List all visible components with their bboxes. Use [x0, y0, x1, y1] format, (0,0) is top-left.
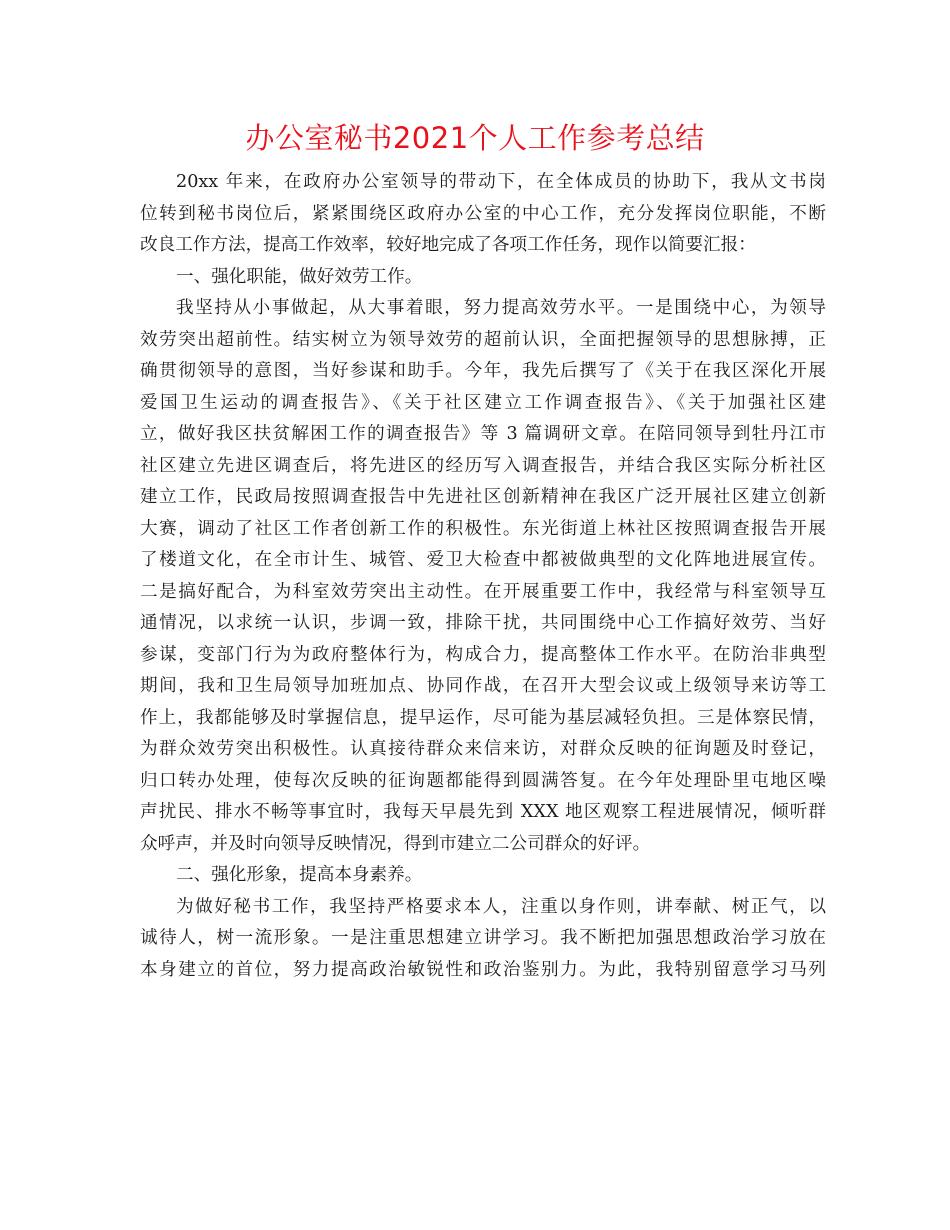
text-line: 归口转办处理，使每次反映的征询题都能得到圆满答复。在今年处理卧里屯地区噪: [140, 770, 826, 791]
text-line: 位转到秘书岗位后，紧紧围绕区政府办公室的中心工作，充分发挥岗位职能，不断: [140, 203, 826, 224]
text-line: 二、强化形象，提高本身素养。: [176, 865, 423, 885]
text-line: 众呼声，并及时向领导反映情况，得到市建立二公司群众的好评。: [140, 833, 651, 854]
text-line: 参谋，变部门行为为政府整体行为，构成合力，提高整体工作水平。在防治非典型: [140, 644, 826, 665]
text-line: 建立工作，民政局按照调查报告中先进社区创新精神在我区广泛开展社区建立创新: [140, 487, 826, 507]
text-line: 二是搞好配合，为科室效劳突出主动性。在开展重要工作中，我经常与科室领导互: [140, 581, 826, 602]
text-line: 为做好秘书工作，我坚持严格要求本人，注重以身作则，讲奉献、树正气，以: [176, 896, 826, 917]
text-line: 期间，我和卫生局领导加班加点、协同作战，在召开大型会议或上级领导来访等工: [140, 676, 826, 696]
text-line: 声扰民、排水不畅等事宜时，我每天早晨先到 XXX 地区观察工程进展情况，倾听群: [140, 802, 826, 822]
text-line: 一、强化职能，做好效劳工作。: [176, 266, 423, 287]
text-line: 通情况，以求统一认识，步调一致，排除干扰，共同围绕中心工作搞好效劳、当好: [140, 613, 826, 633]
text-line: 确贯彻领导的意图，当好参谋和助手。今年，我先后撰写了《关于在我区深化开展: [140, 361, 826, 381]
document-body: [140, 167, 826, 986]
text-line: 诚待人，树一流形象。一是注重思想建立讲学习。我不断把加强思想政治学习放在: [140, 928, 826, 948]
text-line: 爱国卫生运动的调查报告》、《关于社区建立工作调查报告》、《关于加强社区建: [140, 392, 826, 413]
text-line: 大赛，调动了社区工作者创新工作的积极性。东光街道上林社区按照调查报告开展: [140, 518, 826, 539]
text-line: 效劳突出超前性。结实树立为领导效劳的超前认识，全面把握领导的思想脉搏，正: [140, 329, 826, 350]
text-line: 本身建立的首位，努力提高政治敏锐性和政治鉴别力。为此，我特别留意学习马列: [140, 959, 826, 980]
text-line: 了楼道文化，在全市计生、城管、爱卫大检查中都被做典型的文化阵地进展宣传。: [140, 550, 826, 570]
text-line: 为群众效劳突出积极性。认真接待群众来信来访，对群众反映的征询题及时登记，: [140, 739, 826, 759]
text-line: 改良工作方法，提高工作效率，较好地完成了各项工作任务，现作以简要汇报：: [140, 235, 756, 255]
text-line: 社区建立先进区调查后，将先进区的经历写入调查报告，并结合我区实际分析社区: [140, 455, 826, 476]
text-line: 立，做好我区扶贫解困工作的调查报告》等 3 篇调研文章。在陪同领导到牡丹江市: [140, 424, 826, 444]
text-line: 20xx 年来，在政府办公室领导的带动下，在全体成员的协助下，我从文书岗: [176, 172, 826, 192]
document-title: 办公室秘书2021个人工作参考总结: [245, 121, 705, 155]
text-line: 我坚持从小事做起，从大事着眼，努力提高效劳水平。一是围绕中心，为领导: [176, 298, 826, 318]
text-line: 作上，我都能够及时掌握信息，提早运作，尽可能为基层减轻负担。三是体察民情，: [140, 707, 826, 728]
